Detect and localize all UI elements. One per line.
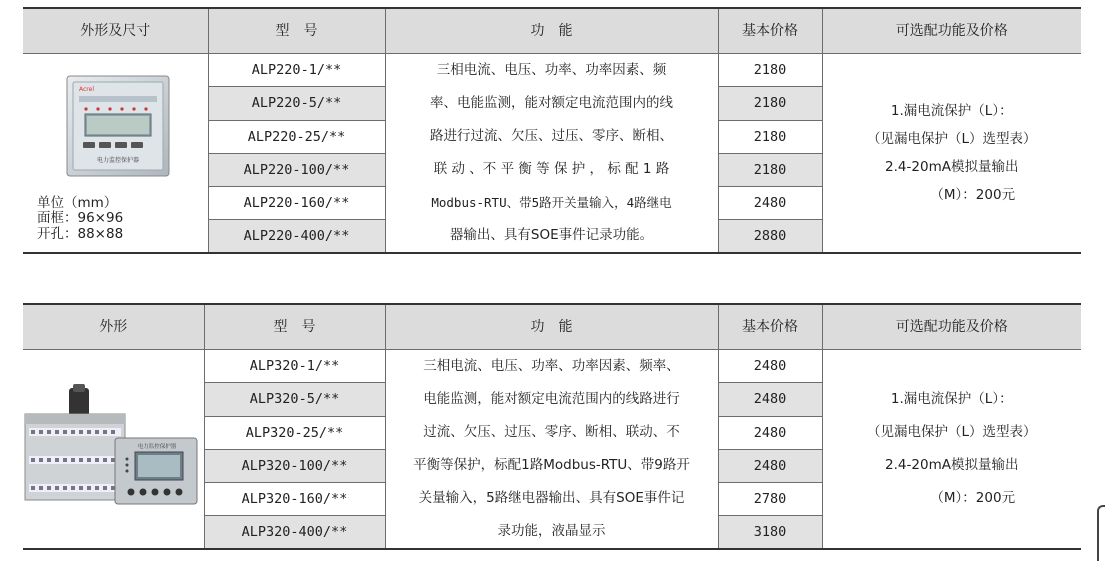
- table-header-row: [23, 304, 1081, 350]
- option-line: （见漏电保护（L）选型表）: [866, 424, 1037, 440]
- model-cell: ALP220-25/**: [208, 120, 385, 153]
- header-function: 功 能: [385, 8, 718, 54]
- function-line: 电能监测，能对额定电流范围内的线路进行: [423, 391, 680, 407]
- options-cell: [822, 350, 1081, 550]
- price-cell: 2480: [718, 350, 822, 383]
- header-shape: 外形: [23, 304, 204, 350]
- option-line: 2.4-20mA模拟量输出: [885, 457, 1019, 473]
- dimension-cutout: 开孔：88×88: [37, 225, 124, 242]
- option-line: 1.漏电流保护（L）：: [890, 103, 1013, 119]
- table-header-row: [23, 8, 1081, 54]
- header-model: 型 号: [204, 304, 385, 350]
- table-row: [23, 54, 1081, 87]
- function-line: 路进行过流、欠压、过压、零序、断相、: [430, 128, 673, 144]
- price-cell: 2480: [718, 187, 822, 220]
- model-cell: ALP320-1/**: [204, 350, 385, 383]
- function-line: 器输出、具有SOE事件记录功能。: [449, 227, 654, 243]
- option-line: 1.漏电流保护（L）：: [890, 391, 1013, 407]
- function-line: 率、电能监测，能对额定电流范围内的线: [430, 95, 673, 111]
- model-cell: ALP220-1/**: [208, 54, 385, 87]
- product-image-cell: [23, 350, 204, 550]
- option-line: （M）：200元: [930, 490, 1016, 506]
- price-cell: 2480: [718, 449, 822, 482]
- product-table-alp220: [23, 7, 1081, 254]
- function-line: 三相电流、电压、功率、功率因素、频率、: [423, 358, 680, 374]
- function-line: 三相电流、电压、功率、功率因素、频: [436, 62, 667, 78]
- price-cell: 2780: [718, 483, 822, 516]
- model-cell: ALP220-100/**: [208, 153, 385, 186]
- product-image-cell: [23, 54, 208, 254]
- alp320-device-image: [23, 384, 204, 514]
- price-cell: 2180: [718, 120, 822, 153]
- price-cell: 2180: [718, 87, 822, 120]
- table-row: [23, 350, 1081, 383]
- header-function: 功 能: [385, 304, 718, 350]
- function-line: 录功能，液晶显示: [497, 523, 606, 539]
- header-options: 可选配功能及价格: [822, 8, 1081, 54]
- header-base-price: 基本价格: [718, 304, 822, 350]
- dimension-unit: 单位（mm）: [37, 194, 118, 211]
- dimension-frame: 面框：96×96: [37, 210, 124, 227]
- price-cell: 2180: [718, 153, 822, 186]
- model-cell: ALP320-160/**: [204, 483, 385, 516]
- device-brand-text: Acrel: [79, 85, 94, 93]
- alp220-device-image: [23, 64, 208, 194]
- price-cell: 2480: [718, 383, 822, 416]
- function-line: 过流、欠压、过压、零序、断相、联动、不: [423, 424, 680, 440]
- page-tab-edge: [1097, 505, 1105, 561]
- model-cell: ALP220-5/**: [208, 87, 385, 120]
- option-line: 2.4-20mA模拟量输出: [885, 159, 1019, 175]
- header-model: 型 号: [208, 8, 385, 54]
- dimensions-block: [23, 196, 208, 243]
- function-line: Modbus-RTU、带5路开关量输入，4路继电: [431, 195, 672, 210]
- model-cell: ALP320-5/**: [204, 383, 385, 416]
- options-cell: [822, 54, 1081, 254]
- function-description: [385, 350, 718, 550]
- function-line: 联 动 、不 平 衡 等 保 护 ， 标 配 1 路: [433, 161, 670, 177]
- device-caption-text: 电力监控保护器: [137, 444, 177, 450]
- model-cell: ALP220-160/**: [208, 187, 385, 220]
- model-cell: ALP320-25/**: [204, 416, 385, 449]
- function-description: [385, 54, 718, 254]
- model-cell: ALP320-400/**: [204, 516, 385, 549]
- price-cell: 2880: [718, 220, 822, 253]
- price-cell: 2180: [718, 54, 822, 87]
- price-cell: 3180: [718, 516, 822, 549]
- option-line: （见漏电保护（L）选型表）: [866, 131, 1037, 147]
- price-cell: 2480: [718, 416, 822, 449]
- header-options: 可选配功能及价格: [822, 304, 1081, 350]
- function-line: 关量输入，5路继电器输出、具有SOE事件记: [418, 490, 685, 506]
- device-caption-text: 电力监控保护器: [96, 156, 140, 164]
- option-line: （M）：200元: [930, 187, 1016, 203]
- header-shape-size: 外形及尺寸: [23, 8, 208, 54]
- model-cell: ALP220-400/**: [208, 220, 385, 253]
- header-base-price: 基本价格: [718, 8, 822, 54]
- function-line: 平衡等保护，标配1路Modbus-RTU、带9路开: [413, 457, 690, 473]
- product-table-alp320: [23, 303, 1081, 550]
- model-cell: ALP320-100/**: [204, 449, 385, 482]
